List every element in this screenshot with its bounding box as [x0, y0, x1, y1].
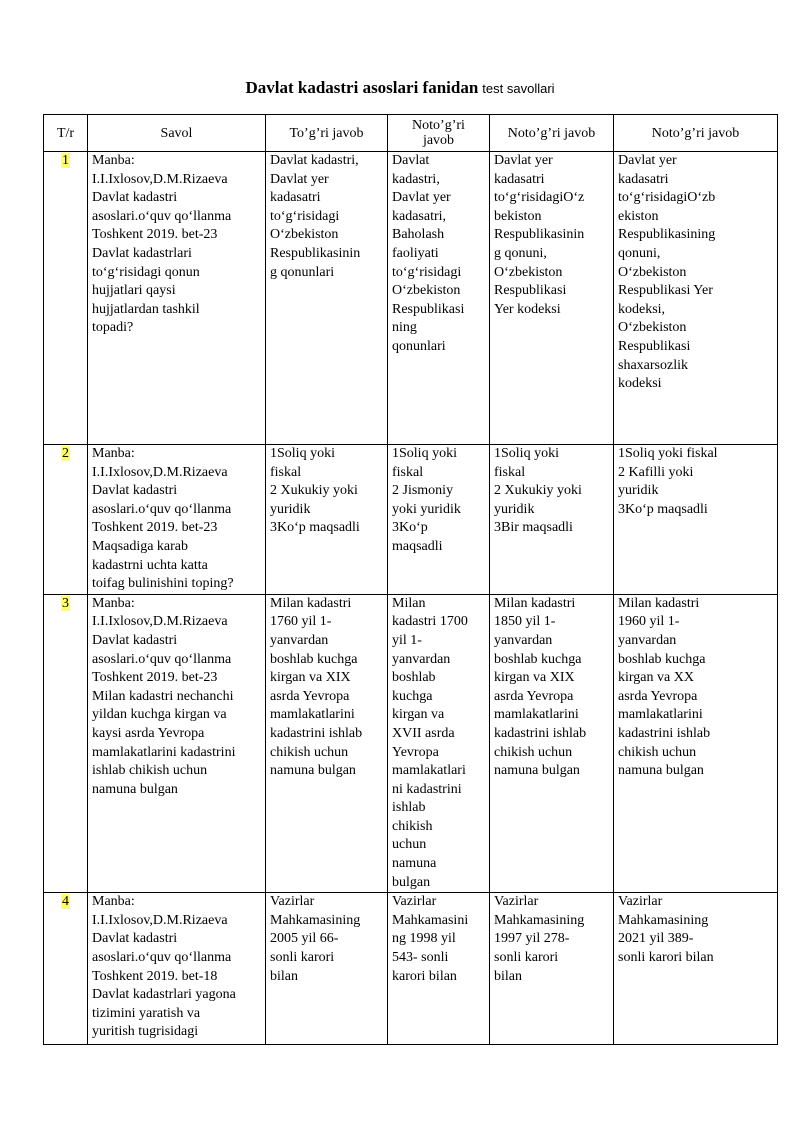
wrong-answer-cell: Milan kadastri 1850 yil 1- yanvardan boshlab kuchga kirgan va XIX asrda Yevropa mamlakatlarini kadastrini ishlab chikish uchun namuna bulgan [490, 594, 614, 893]
wrong-answer-cell: Davlat kadastri, Davlat yer kadasatri, Baholash faoliyati to‘g‘risidagi O‘zbekiston Respublikasi ning qonunlari [388, 152, 490, 445]
header-correct-answer: To’g’ri javob [266, 115, 388, 152]
question-cell: Manba: I.I.Ixlosov,D.M.Rizaeva Davlat kadastri asoslari.o‘quv qo‘llanma Toshkent 2019. bet-23 Milan kadastri nechanchi yildan kuchga kirgan va kaysi asrda Yevropa mamlakatlarini kadastrini ishlab chikish uchun namuna bulgan [88, 594, 266, 893]
table-row [44, 445, 778, 595]
wrong-answer-cell: Vazirlar Mahkamasining 1997 yil 278- sonli karori bilan [490, 893, 614, 1045]
header-number: T/r [44, 115, 88, 152]
correct-answer-cell: 1Soliq yoki fiskal 2 Xukukiy yoki yuridik 3Ko‘p maqsadli [266, 445, 388, 595]
wrong-answer-cell: Milan kadastri 1700 yil 1- yanvardan boshlab kuchga kirgan va XVII asrda Yevropa mamlakatlari ni kadastrini ishlab chikish uchun namuna bulgan [388, 594, 490, 893]
question-cell: Manba: I.I.Ixlosov,D.M.Rizaeva Davlat kadastri asoslari.o‘quv qo‘llanma Toshkent 2019. bet-23 Maqsadiga karab kadastrni uchta katta toifag bulinishini toping? [88, 445, 266, 595]
table-header-row [44, 115, 778, 152]
header-wrong-answer-3: Noto’g’ri javob [614, 115, 778, 152]
page-title [0, 78, 800, 98]
row-number [44, 152, 88, 445]
header-wrong-answer-1: Noto’g’ri javob [388, 115, 490, 152]
correct-answer-cell: Davlat kadastri, Davlat yer kadasatri to‘g‘risidagi O‘zbekiston Respublikasinin g qonunlari [266, 152, 388, 445]
row-number [44, 594, 88, 893]
correct-answer-cell: Vazirlar Mahkamasining 2005 yil 66- sonli karori bilan [266, 893, 388, 1045]
question-cell: Manba: I.I.Ixlosov,D.M.Rizaeva Davlat kadastri asoslari.o‘quv qo‘llanma Toshkent 2019. bet-23 Davlat kadastrlari to‘g‘risidagi qonun hujjatlari qaysi hujjatlardan tashkil topadi? [88, 152, 266, 445]
wrong-answer-cell: 1Soliq yoki fiskal 2 Jismoniy yoki yuridik 3Ko‘p maqsadli [388, 445, 490, 595]
wrong-answer-cell: Vazirlar Mahkamasining 2021 yil 389- sonli karori bilan [614, 893, 778, 1045]
title-sub: test savollari [482, 81, 555, 96]
wrong-answer-cell: Vazirlar Mahkamasini ng 1998 yil 543- sonli karori bilan [388, 893, 490, 1045]
questions-table [43, 114, 778, 1045]
wrong-answer-cell: 1Soliq yoki fiskal 2 Kafilli yoki yuridik 3Ko‘p maqsadli [614, 445, 778, 595]
table-row [44, 893, 778, 1045]
row-number [44, 893, 88, 1045]
correct-answer-cell: Milan kadastri 1760 yil 1- yanvardan boshlab kuchga kirgan va XIX asrda Yevropa mamlakatlarini kadastrini ishlab chikish uchun namuna bulgan [266, 594, 388, 893]
header-question: Savol [88, 115, 266, 152]
row-number-label: 3 [62, 595, 69, 611]
wrong-answer-cell: Davlat yer kadasatri to‘g‘risidagiO‘z bekiston Respublikasinin g qonuni, O‘zbekiston Respublikasi Yer kodeksi [490, 152, 614, 445]
table-row [44, 152, 778, 445]
wrong-answer-cell: Milan kadastri 1960 yil 1- yanvardan boshlab kuchga kirgan va XX asrda Yevropa mamlakatlarini kadastrini ishlab chikish uchun namuna bulgan [614, 594, 778, 893]
wrong-answer-cell: Davlat yer kadasatri to‘g‘risidagiO‘zb ekiston Respublikasining qonuni, O‘zbekiston Respublikasi Yer kodeksi, O‘zbekiston Respublikasi shaxarsozlik kodeksi [614, 152, 778, 445]
row-number-label: 1 [62, 153, 69, 168]
title-main: Davlat kadastri asoslari fanidan [245, 78, 479, 97]
row-number-label: 2 [62, 446, 69, 461]
row-number-label: 4 [62, 894, 69, 910]
header-wrong-answer-2: Noto’g’ri javob [490, 115, 614, 152]
question-cell: Manba: I.I.Ixlosov,D.M.Rizaeva Davlat kadastri asoslari.o‘quv qo‘llanma Toshkent 2019. bet-18 Davlat kadastrlari yagona tizimini yaratish va yuritish tugrisidagi [88, 893, 266, 1045]
table-row [44, 594, 778, 893]
row-number [44, 445, 88, 595]
wrong-answer-cell: 1Soliq yoki fiskal 2 Xukukiy yoki yuridik 3Bir maqsadli [490, 445, 614, 595]
